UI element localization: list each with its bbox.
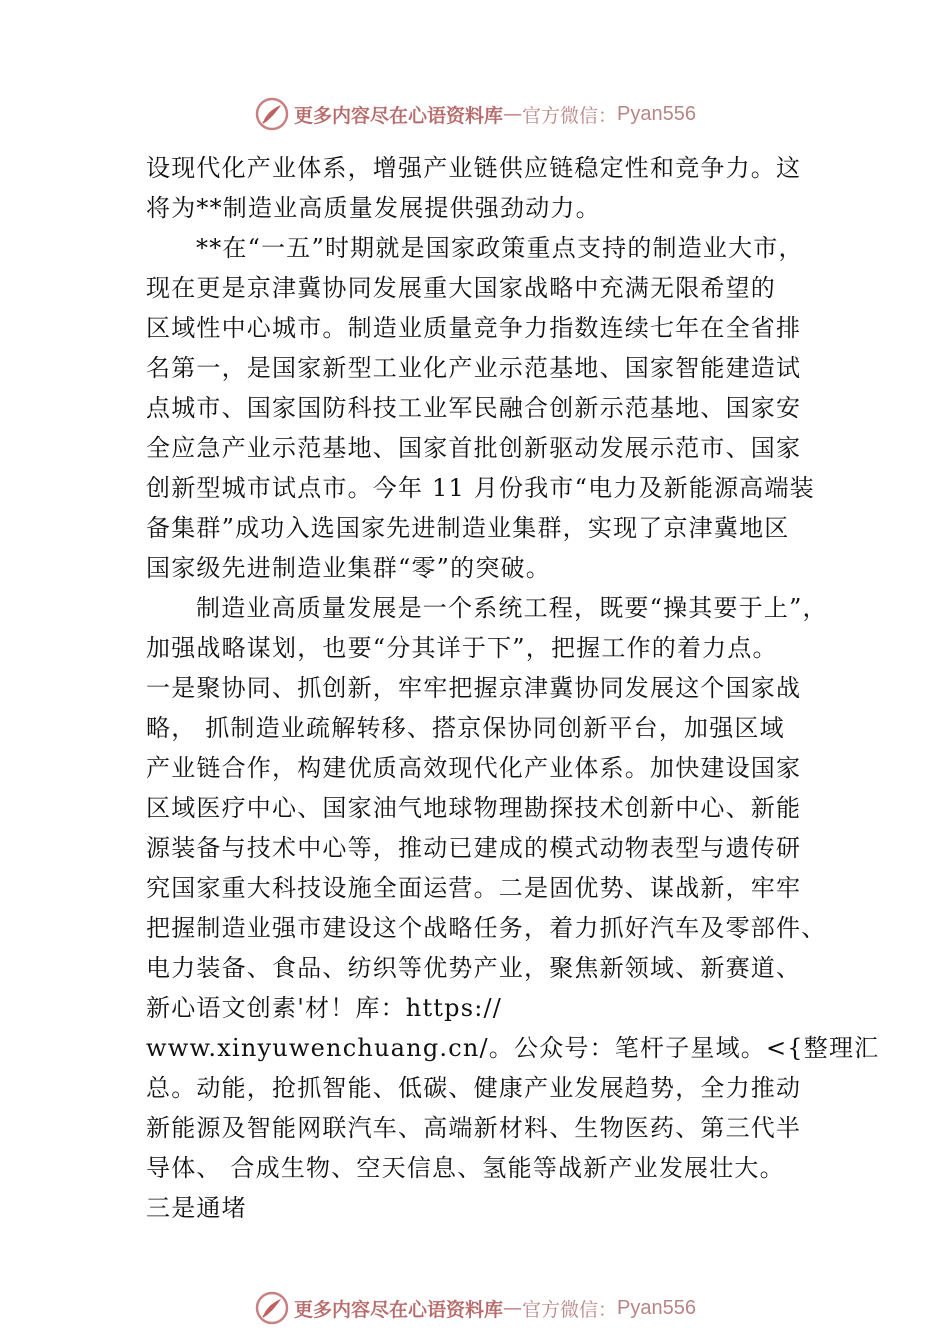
- footer-brand-text: 更多内容尽在心语资料库: [294, 1298, 504, 1321]
- text-line: 点城市、国家国防科技工业军民融合创新示范基地、国家安: [146, 394, 802, 422]
- footer-wechat-id: Pyan556: [617, 1296, 696, 1319]
- header-separator: —: [503, 103, 523, 125]
- header-banner: [0, 94, 950, 134]
- text-line: 制造业高质量发展是一个系统工程，既要“操其要于上”，: [196, 594, 828, 622]
- document-body: [146, 148, 880, 1228]
- footer-wechat-label: 官方微信：: [522, 1298, 618, 1321]
- text-line: 全应急产业示范基地、国家首批创新驱动发展示范市、国家: [146, 434, 802, 462]
- text-line: 总。动能，抢抓智能、低碳、健康产业发展趋势，全力推动: [146, 1074, 802, 1102]
- text-line: 加强战略谋划，也要“分其详于下”，把握工作的着力点。: [146, 634, 778, 662]
- brand-logo-icon: [254, 1290, 290, 1326]
- text-line: 创新型城市试点市。今年 11 月份我市“电力及新能源高端装: [146, 474, 815, 502]
- text-line: 源装备与技术中心等，推动已建成的模式动物表型与遗传研: [146, 834, 802, 862]
- text-line: 将为**制造业高质量发展提供强劲动力。: [146, 194, 601, 222]
- text-line: www.xinyuwenchuang.cn/。公众号：笔杆子星域。<{整理汇: [146, 1034, 880, 1062]
- text-line: 把握制造业强市建设这个战略任务，着力抓好汽车及零部件、: [146, 914, 827, 942]
- header-wechat-id: Pyan556: [617, 102, 696, 125]
- text-line: 三是通堵: [146, 1194, 247, 1222]
- text-line: 设现代化产业体系，增强产业链供应链稳定性和竞争力。这: [146, 154, 802, 182]
- text-line: 区域性中心城市。制造业质量竞争力指数连续七年在全省排: [146, 314, 802, 342]
- text-line: 备集群”成功入选国家先进制造业集群，实现了京津冀地区: [146, 514, 790, 542]
- text-line: 新能源及智能网联汽车、高端新材料、生物医药、第三代半: [146, 1114, 802, 1142]
- footer-banner: [0, 1288, 950, 1328]
- text-line: 现在更是京津冀协同发展重大国家战略中充满无限希望的: [146, 274, 776, 302]
- text-line: 名第一，是国家新型工业化产业示范基地、国家智能建造试: [146, 354, 802, 382]
- text-line: 区域医疗中心、国家油气地球物理勘探技术创新中心、新能: [146, 794, 802, 822]
- brand-logo-icon: [254, 96, 290, 132]
- text-line: 究国家重大科技设施全面运营。二是固优势、谋战新，牢牢: [146, 874, 802, 902]
- text-line: **在“一五”时期就是国家政策重点支持的制造业大市，: [196, 234, 804, 262]
- footer-separator: —: [503, 1297, 523, 1319]
- text-line: 略， 抓制造业疏解转移、搭京保协同创新平台，加强区域: [146, 714, 785, 742]
- header-brand-text: 更多内容尽在心语资料库: [294, 104, 504, 127]
- text-line: 产业链合作，构建优质高效现代化产业体系。加快建设国家: [146, 754, 802, 782]
- text-line: 电力装备、食品、纺织等优势产业，聚焦新领域、新赛道、: [146, 954, 802, 982]
- text-line: 导体、 合成生物、空天信息、氢能等战新产业发展壮大。: [146, 1154, 785, 1182]
- header-wechat-label: 官方微信：: [522, 104, 618, 127]
- text-line: 一是聚协同、抓创新，牢牢把握京津冀协同发展这个国家战: [146, 674, 802, 702]
- text-line: 新心语文创素'材！库：https://: [146, 994, 503, 1022]
- text-line: 国家级先进制造业集群“零”的突破。: [146, 554, 551, 582]
